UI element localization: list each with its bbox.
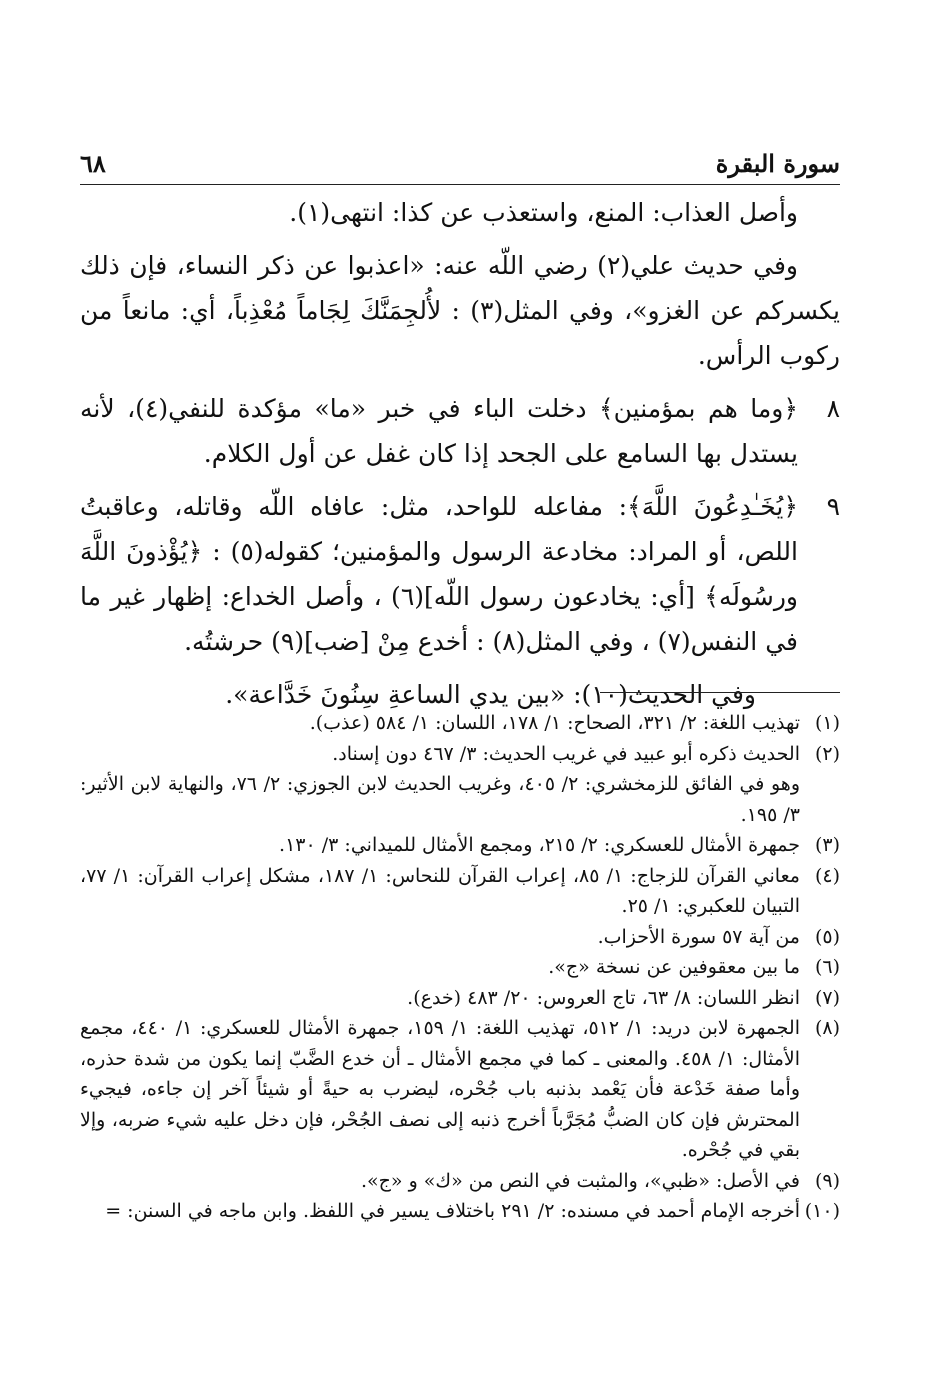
footnote-2-continuation: وهو في الفائق للزمخشري: ٢/ ٤٠٥، وغريب الحديث لابن الجوزي: ٢/ ٧٦، والنهاية لابن الأثير: ٣/ ١٩٥. xyxy=(80,773,800,826)
paragraph-ali-hadith: وفي حديث علي(٢) رضي اللّه عنه: «اعذبوا عن ذكر النساء، فإن ذلك يكسركم عن الغزو»، وفي المثل(٣) : لأُلجِمَنَّكَ لِجَاماً مُعْذِباً، أي: مانعاً من ركوب الرأس. xyxy=(80,251,840,370)
footnote-text: ما بين معقوفين عن نسخة «ج». xyxy=(548,956,800,978)
verse-number: ٩ xyxy=(826,492,840,521)
main-text xyxy=(80,190,840,725)
footnote-10 xyxy=(80,1196,840,1227)
footnotes xyxy=(80,708,840,1227)
footnote-number: (١٠) xyxy=(804,1200,840,1222)
surah-title: سورة البقرة xyxy=(715,149,840,178)
footnote-6 xyxy=(80,952,840,983)
footnote-text: أخرجه الإمام أحمد في مسنده: ٢/ ٢٩١ باختلاف يسير في اللفظ. وابن ماجه في السنن: = xyxy=(105,1200,800,1222)
verse-8-commentary xyxy=(80,386,840,476)
footnote-number: (٥) xyxy=(814,925,840,948)
paragraph-adhab: وأصل العذاب: المنع، واستعذب عن كذا: انتهى(١). xyxy=(289,198,798,227)
footnote-number: (٣) xyxy=(814,834,840,856)
page-number: ٦٨ xyxy=(80,149,106,178)
footnote-number: (٨) xyxy=(814,1017,840,1039)
footnote-text: جمهرة الأمثال للعسكري: ٢/ ٢١٥، ومجمع الأمثال للميداني: ٣/ ١٣٠. xyxy=(279,834,800,856)
verse-text: ﴿يُخَـٰدِعُونَ اللَّهَ﴾: مفاعله للواحد، مثل: عافاه اللّه وقاتله، وعاقبتُ اللص، أو المراد: مخادعة الرسول والمؤمنين؛ كقوله(٥) : ﴿يُؤْذونَ اللَّهَ ورسُولَه﴾ [أي: يخادعون رسول اللّه](٦) ، وأصل الخداع: إظهار غير ما في النفس(٧) ، وفي المثل(٨) : أخدع مِنْ [ضب](٩) حرشتُه. xyxy=(80,492,798,656)
footnote-number: (٧) xyxy=(814,986,840,1009)
footnote-7 xyxy=(80,983,840,1014)
verse-9-commentary xyxy=(80,484,840,664)
footnote-2 xyxy=(80,739,840,770)
footnote-number: (١) xyxy=(814,712,840,734)
footnote-number: (٦) xyxy=(814,956,840,978)
footnote-text: من آية ٥٧ سورة الأحزاب. xyxy=(597,925,800,948)
paragraph-hadith-sa-ah: وفي الحديث(١٠): «بين يدي الساعةِ سِنُونَ خَدَّاعة». xyxy=(225,680,756,709)
footnote-9 xyxy=(80,1166,840,1197)
footnote-8 xyxy=(80,1013,840,1166)
footnote-text: معاني القرآن للزجاج: ١/ ٨٥، إعراب القرآن للنحاس: ١/ ١٨٧، مشكل إعراب القرآن: ١/ ٧٧، التبيان للعكبري: ١/ ٢٥. xyxy=(80,864,800,917)
footnote-1 xyxy=(80,708,840,739)
footnote-text: انظر اللسان: ٨/ ٦٣، تاج العروس: ٢٠/ ٤٨٣ (خدع). xyxy=(407,986,800,1009)
verse-text: ﴿وما هم بمؤمنين﴾ دخلت الباء في خبر «ما» مؤكدة للنفي(٤)، لأنه يستدل بها السامع على الجحد إذا كان غفل عن أول الكلام. xyxy=(80,394,798,468)
footnote-4 xyxy=(80,861,840,922)
footnote-text: تهذيب اللغة: ٢/ ٣٢١، الصحاح: ١/ ١٧٨، اللسان: ١/ ٥٨٤ (عذب). xyxy=(309,712,800,734)
footnote-number: (٩) xyxy=(814,1169,840,1192)
footnote-3 xyxy=(80,830,840,861)
footnote-number: (٢) xyxy=(814,742,840,765)
footnote-number: (٤) xyxy=(814,864,840,887)
footnote-text: في الأصل: «ظبي»، والمثبت في النص من «ك» و «ج». xyxy=(360,1169,800,1192)
verse-number: ٨ xyxy=(826,394,840,423)
footnote-5 xyxy=(80,922,840,953)
footnote-text: الجمهرة لابن دريد: ١/ ٥١٢، تهذيب اللغة: ١/ ١٥٩، جمهرة الأمثال للعسكري: ١/ ٤٤٠، مجمع الأمثال: ١/ ٤٥٨. والمعنى ـ كما في مجمع الأمثال ـ أن خدع الضَّبّ إنما يكون من شدة حذره، وأما صفة خَدْعة فأن يَعْمد بذنبه باب جُحْره، ليضرب به حيةً أو شيئاً آخر إن جاءه، فيجيء المحترش فإن كان الضبُّ مُجَرَّباً أخرج ذنبه إلى نصف الجُحْر، فإن دخل عليه شيء ضربه، وإلا بقي في جُحْره. xyxy=(80,1017,800,1161)
page-header xyxy=(80,140,840,185)
footnote-text: الحديث ذكره أبو عبيد في غريب الحديث: ٣/ ٤٦٧ دون إسناد. xyxy=(332,742,800,765)
footnote-separator xyxy=(600,692,840,693)
